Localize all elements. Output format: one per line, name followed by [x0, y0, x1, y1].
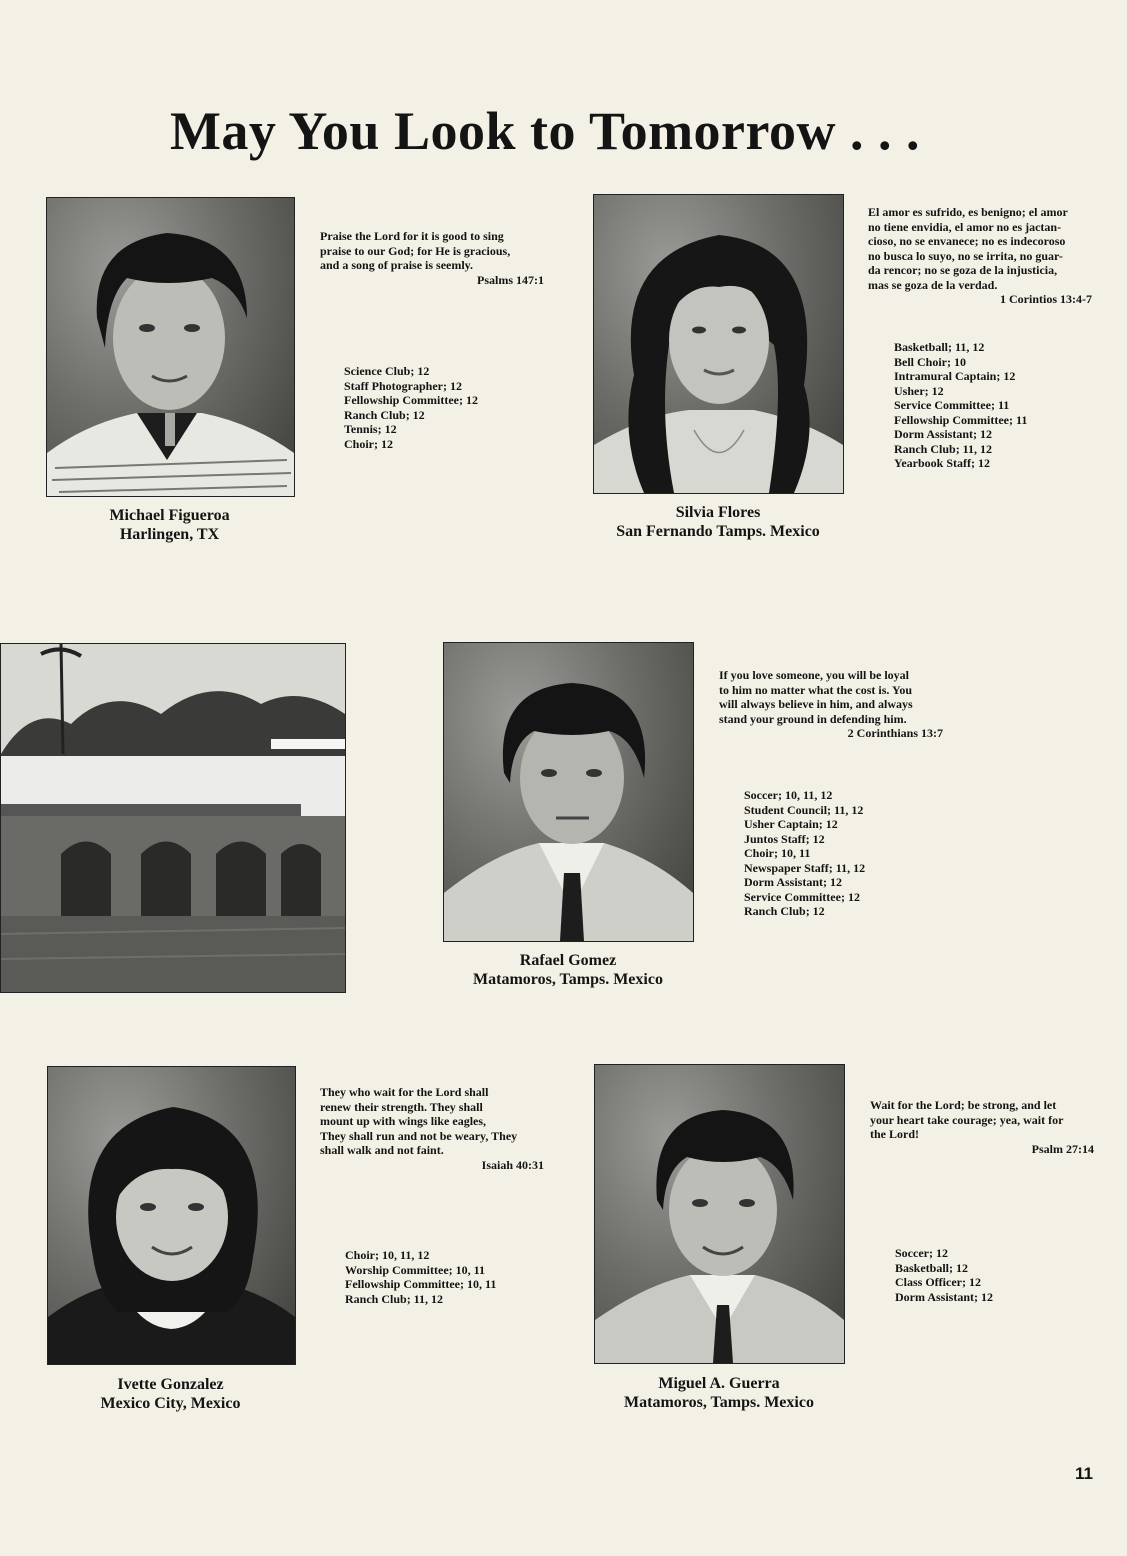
activities-list-miguel-guerra — [895, 1246, 993, 1304]
portrait-photo-rafael-gomez — [443, 642, 694, 942]
activity-item: Dorm Assistant; 12 — [895, 1289, 993, 1304]
activity-item: Choir; 10, 11, 12 — [345, 1248, 430, 1262]
activity-item: Ranch Club; 12 — [344, 407, 425, 422]
caption-miguel-guerra — [574, 1374, 864, 1412]
quote-michael-figueroa: Praise the Lord for it is good to sing praise to our God; for He is gracious, and a song of praise is seemly. Psalms 147:1 — [320, 229, 544, 287]
student-name: Ivette Gonzalez — [117, 1376, 224, 1393]
student-hometown: Harlingen, TX — [119, 526, 220, 543]
activities-list-rafael-gomez — [744, 788, 865, 919]
quote-ivette-gonzalez: They who wait for the Lord shall renew their strength. They shall mount up with wings like eagles, They shall run and not be weary, They shall walk and not faint. Isaiah 40:31 — [320, 1085, 544, 1172]
activity-item: Class Officer; 12 — [895, 1275, 981, 1289]
activity-item: Ranch Club; 12 — [744, 904, 825, 918]
activity-item: Dorm Assistant; 12 — [744, 875, 842, 889]
activity-item: Juntos Staff; 12 — [744, 831, 825, 846]
portrait-photo-michael-figueroa — [46, 197, 295, 497]
caption-rafael-gomez — [423, 951, 713, 989]
quote-reference: Psalms 147:1 — [477, 272, 544, 287]
activity-item: Fellowship Committee; 10, 11 — [345, 1277, 497, 1291]
activities-list-silvia-flores — [894, 340, 1027, 471]
caption-silvia-flores — [573, 503, 863, 541]
activity-item: Fellowship Committee; 12 — [344, 393, 478, 407]
portrait-photo-ivette-gonzalez — [47, 1066, 296, 1365]
activity-item: Soccer; 12 — [895, 1246, 948, 1260]
activities-list-ivette-gonzalez — [345, 1248, 496, 1306]
activity-item: Yearbook Staff; 12 — [894, 456, 990, 470]
quote-silvia-flores: El amor es sufrido, es benigno; el amor no tiene envidia, el amor no es jactan- cioso, no se envanece; no es indecoroso no busca lo suyo, no se irrita, no guar- da rencor; no se goza de la injusticia, mas se goza de la verdad. 1 Corintios 13:4-7 — [868, 205, 1092, 306]
student-name: Silvia Flores — [675, 504, 761, 521]
activity-item: Ranch Club; 11, 12 — [894, 441, 993, 456]
quote-reference: Isaiah 40:31 — [481, 1157, 544, 1172]
student-hometown: San Fernando Tamps. Mexico — [616, 523, 820, 540]
activity-item: Service Committee; 12 — [744, 889, 860, 904]
portrait-photo-silvia-flores — [593, 194, 844, 494]
activity-item: Dorm Assistant; 12 — [894, 427, 992, 441]
activity-item: Worship Committee; 10, 11 — [345, 1262, 485, 1277]
activity-item: Usher; 12 — [894, 383, 944, 398]
quote-reference: 1 Corintios 13:4-7 — [1000, 292, 1092, 306]
activity-item: Service Committee; 11 — [894, 398, 1010, 412]
activity-item: Tennis; 12 — [344, 422, 397, 436]
activity-item: Ranch Club; 11, 12 — [345, 1291, 444, 1306]
activity-item: Basketball; 11, 12 — [894, 340, 985, 354]
student-hometown: Matamoros, Tamps. Mexico — [473, 971, 663, 988]
portrait-photo-miguel-guerra — [594, 1064, 845, 1364]
caption-michael-figueroa — [46, 506, 293, 544]
student-hometown: Mexico City, Mexico — [100, 1395, 241, 1412]
campus-building-photo — [0, 643, 346, 993]
activity-item: Usher Captain; 12 — [744, 817, 838, 831]
activity-item: Soccer; 10, 11, 12 — [744, 788, 833, 802]
quote-rafael-gomez: If you love someone, you will be loyal to him no matter what the cost is. You will always believe in him, and always stand your ground in defending him. 2 Corinthians 13:7 — [719, 668, 943, 740]
quote-miguel-guerra: Wait for the Lord; be strong, and let your heart take courage; yea, wait for the Lord! Psalm 27:14 — [870, 1098, 1094, 1156]
quote-reference: 2 Corinthians 13:7 — [847, 726, 943, 740]
quote-reference: Psalm 27:14 — [1031, 1141, 1094, 1156]
activity-item: Science Club; 12 — [344, 364, 430, 378]
activity-item: Student Council; 11, 12 — [744, 802, 864, 817]
activity-item: Staff Photographer; 12 — [344, 378, 462, 393]
student-name: Michael Figueroa — [109, 507, 230, 524]
activity-item: Basketball; 12 — [895, 1260, 969, 1275]
student-hometown: Matamoros, Tamps. Mexico — [624, 1394, 814, 1411]
activity-item: Choir; 12 — [344, 436, 393, 451]
activity-item: Fellowship Committee; 11 — [894, 412, 1028, 427]
caption-ivette-gonzalez — [27, 1375, 314, 1413]
page-number: 11 — [1075, 1464, 1093, 1483]
activity-item: Choir; 10, 11 — [744, 846, 811, 860]
student-name: Rafael Gomez — [519, 952, 617, 969]
activity-item: Intramural Captain; 12 — [894, 369, 1016, 383]
student-name: Miguel A. Guerra — [658, 1375, 780, 1392]
page-title: May You Look to Tomorrow . . . — [169, 101, 921, 161]
activity-item: Bell Choir; 10 — [894, 354, 966, 369]
activity-item: Newspaper Staff; 11, 12 — [744, 860, 866, 875]
activities-list-michael-figueroa — [344, 364, 478, 451]
